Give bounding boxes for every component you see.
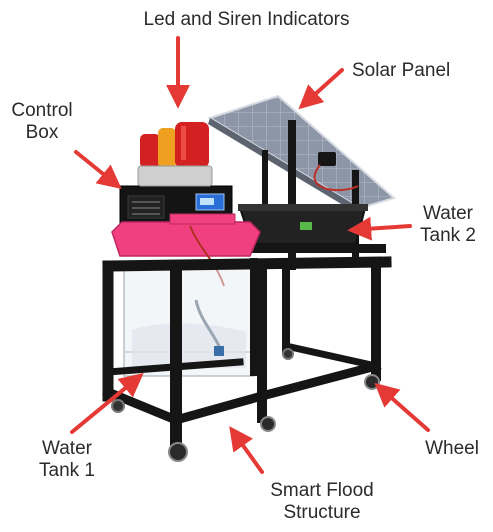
solar-panel [208, 96, 394, 214]
water-tank-2-label-line1: Water [423, 203, 473, 224]
smart-flood-structure-label [252, 480, 392, 524]
control-box-label-line2: Box [25, 122, 59, 143]
wheel-label: Wheel [425, 438, 479, 459]
arrow-smart-flood-structure [232, 430, 262, 472]
beacon-lights [138, 122, 212, 186]
smart-flood-structure-label-line2: Structure [283, 502, 361, 523]
water-tank-2-label-line2: Tank 2 [420, 225, 476, 246]
arrow-control-box [76, 152, 118, 186]
control-box-label [0, 100, 84, 144]
smart-flood-structure-label-line1: Smart Flood [270, 480, 374, 501]
arrow-wheel [378, 386, 428, 430]
solar-panel-label: Solar Panel [352, 60, 451, 81]
arrow-solar-panel [302, 70, 342, 106]
water-tank-1-label [22, 438, 112, 482]
led-siren-label: Led and Siren Indicators [143, 9, 350, 30]
water-tank-1-label-line1: Water [42, 438, 92, 459]
water-tank-1-label-line2: Tank 1 [39, 460, 95, 481]
water-tank-2-label [405, 203, 491, 247]
control-box-label-line1: Control [11, 100, 73, 121]
